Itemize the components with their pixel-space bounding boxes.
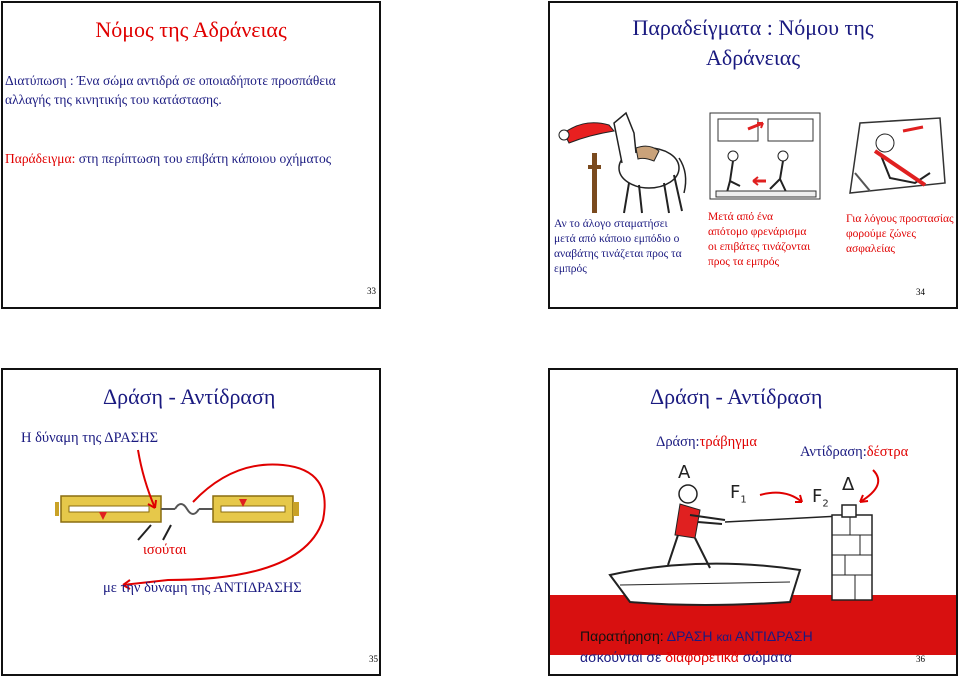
page-number: 35: [369, 654, 378, 664]
action-label-key: Δράση:: [656, 434, 700, 450]
slide-34: [548, 1, 958, 309]
force-f2-label: [812, 486, 829, 510]
action-arrow: [3, 370, 381, 676]
note-reaction: ΑΝΤΙΔΡΑΣΗ: [735, 628, 813, 644]
body-a-letter: Α: [678, 462, 691, 483]
definition-text: Διατύπωση : Ένα σώμα αντιδρά σε οποιαδήποτε προσπάθεια αλλαγής της κινητικής του κατάστασης.: [5, 73, 336, 107]
title-line-2: Αδράνειας: [705, 45, 801, 70]
slide-33: [1, 1, 381, 309]
body-d-letter: Δ: [842, 474, 855, 495]
force-f1-symbol: F: [730, 482, 741, 503]
action-label-value: τράβηγμα: [699, 434, 757, 450]
caption-seatbelt: Για λόγους προστασίας φορούμε ζώνες ασφαλείας: [846, 213, 954, 255]
slide-title: Δράση - Αντίδραση: [650, 384, 823, 409]
slide-title: Νόμος της Αδράνειας: [95, 17, 287, 42]
page-number: 33: [367, 286, 376, 296]
note-different: διαφορετικά: [665, 649, 739, 665]
title-line-1: Παραδείγματα : Νόμου της: [632, 15, 874, 40]
example-text: [5, 149, 335, 168]
horse-illustration: [554, 103, 689, 218]
note-text: [580, 626, 920, 667]
action-force-label: Η δύναμη της ΔΡΑΣΗΣ: [21, 430, 159, 446]
example-label: Παράδειγμα:: [5, 151, 76, 166]
note-line-1: [580, 626, 920, 647]
seatbelt-illustration: [845, 113, 950, 203]
note-bodies: σώματα: [742, 649, 792, 665]
slide-35: [1, 368, 381, 676]
note-and: και: [716, 630, 732, 644]
force-f1-label: [730, 482, 747, 506]
note-line-2: [580, 647, 920, 667]
force-f1-subscript: 1: [740, 494, 747, 506]
reaction-label-value: δέστρα: [866, 444, 909, 460]
note-action: ΔΡΑΣΗ: [666, 628, 713, 644]
slide-title: [550, 13, 956, 73]
reaction-label-key: Αντίδραση:: [800, 444, 867, 460]
page-number: 34: [916, 287, 925, 297]
train-illustration: [708, 111, 823, 203]
caption-train: Μετά από ένα απότομο φρενάρισμα οι επιβάτες τινάζονται προς τα εμπρός: [708, 211, 811, 268]
page-number: 36: [916, 654, 925, 664]
reaction-force-label: με την δύναμη της ΑΝΤΙΔΡΑΣΗΣ: [103, 580, 302, 596]
example-body: στη περίπτωση του επιβάτη κάποιου οχήματος: [75, 151, 332, 166]
note-label: Παρατήρηση:: [580, 628, 664, 644]
slide-title: Δράση - Αντίδραση: [103, 384, 276, 409]
force-f2-symbol: F: [812, 486, 823, 507]
slide-36: [548, 368, 958, 676]
note-line2-start: ασκούνται σε: [580, 649, 662, 665]
caption-horse: Αν το άλογο σταματήσει μετά από κάποιο εμπόδιο ο αναβάτης τινάζεται προς τα εμπρός: [554, 218, 682, 275]
equals-label: ισούται: [143, 542, 187, 558]
force-f2-subscript: 2: [822, 498, 829, 510]
